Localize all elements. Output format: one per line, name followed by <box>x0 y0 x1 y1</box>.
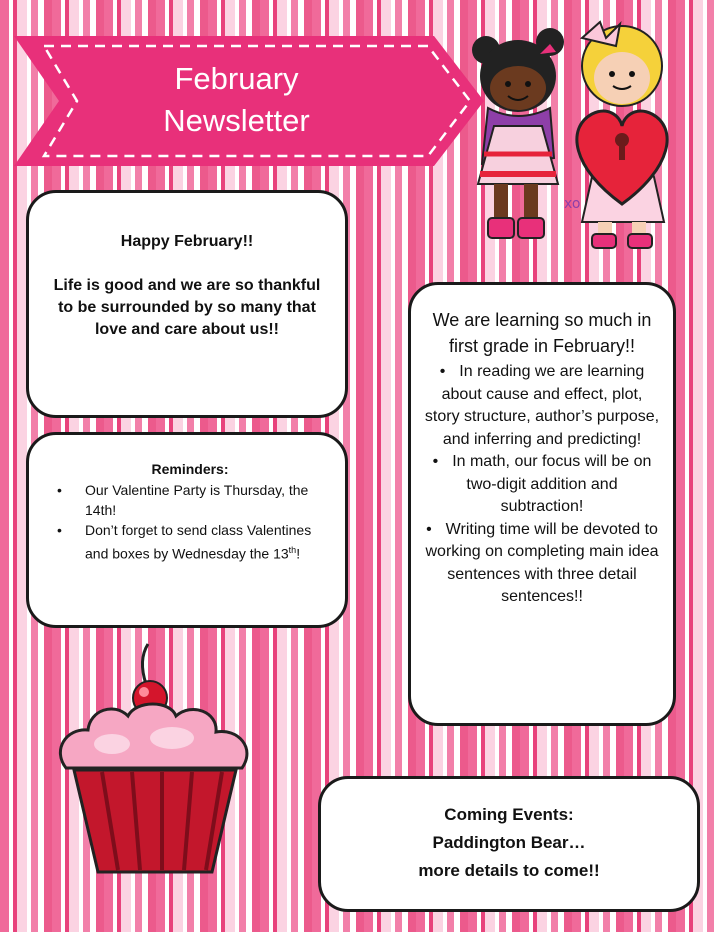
learning-item-text: Writing time will be devoted to working on completing main idea sentences with three detail sentences!! <box>425 520 659 605</box>
greeting-box <box>26 190 348 418</box>
greeting-title: Happy February!! <box>120 233 254 250</box>
learning-list <box>423 361 661 609</box>
girls-illustration <box>458 8 682 252</box>
title-line-2: Newsletter <box>163 103 310 138</box>
reminder-item <box>85 480 325 520</box>
reminder-text: Don’t forget to send class Valentines and boxes by Wednesday the 13 <box>85 522 312 562</box>
events-line-2: more details to come!! <box>418 861 600 880</box>
reminder-text: Our Valentine Party is Thursday, the 14th! <box>85 482 309 518</box>
title-banner <box>14 36 484 166</box>
title-line-1: February <box>174 61 299 96</box>
bullet-icon: • <box>426 520 432 538</box>
reminder-item <box>85 520 325 564</box>
learning-item <box>423 451 661 519</box>
learning-item <box>423 361 661 451</box>
reminders-list <box>55 480 325 564</box>
reminders-title: Reminders: <box>151 461 229 477</box>
reminder-tail: ! <box>296 545 301 562</box>
learning-item-text: In reading we are learning about cause and effect, plot, story structure, author’s purpose, and inferring and predicting! <box>424 363 660 448</box>
learning-item <box>423 519 661 609</box>
cupcake-illustration <box>52 640 258 876</box>
events-title: Coming Events: <box>444 805 574 824</box>
greeting-message: Life is good and we are so thankful to be surrounded by so many that love and care about us!! <box>53 277 321 338</box>
learning-item-text: In math, our focus will be on two-digit addition and subtraction! <box>452 453 652 515</box>
learning-box <box>408 282 676 726</box>
svg-text:xo: xo <box>564 196 581 212</box>
page-title <box>14 58 459 142</box>
events-box <box>318 776 700 912</box>
ordinal-suffix: th <box>288 545 297 555</box>
bullet-icon: • <box>432 453 439 470</box>
events-line-1: Paddington Bear… <box>432 833 586 852</box>
reminders-box <box>26 432 348 628</box>
bullet-icon: • <box>439 363 446 380</box>
learning-intro: We are learning so much in first grade in February!! <box>432 310 652 356</box>
